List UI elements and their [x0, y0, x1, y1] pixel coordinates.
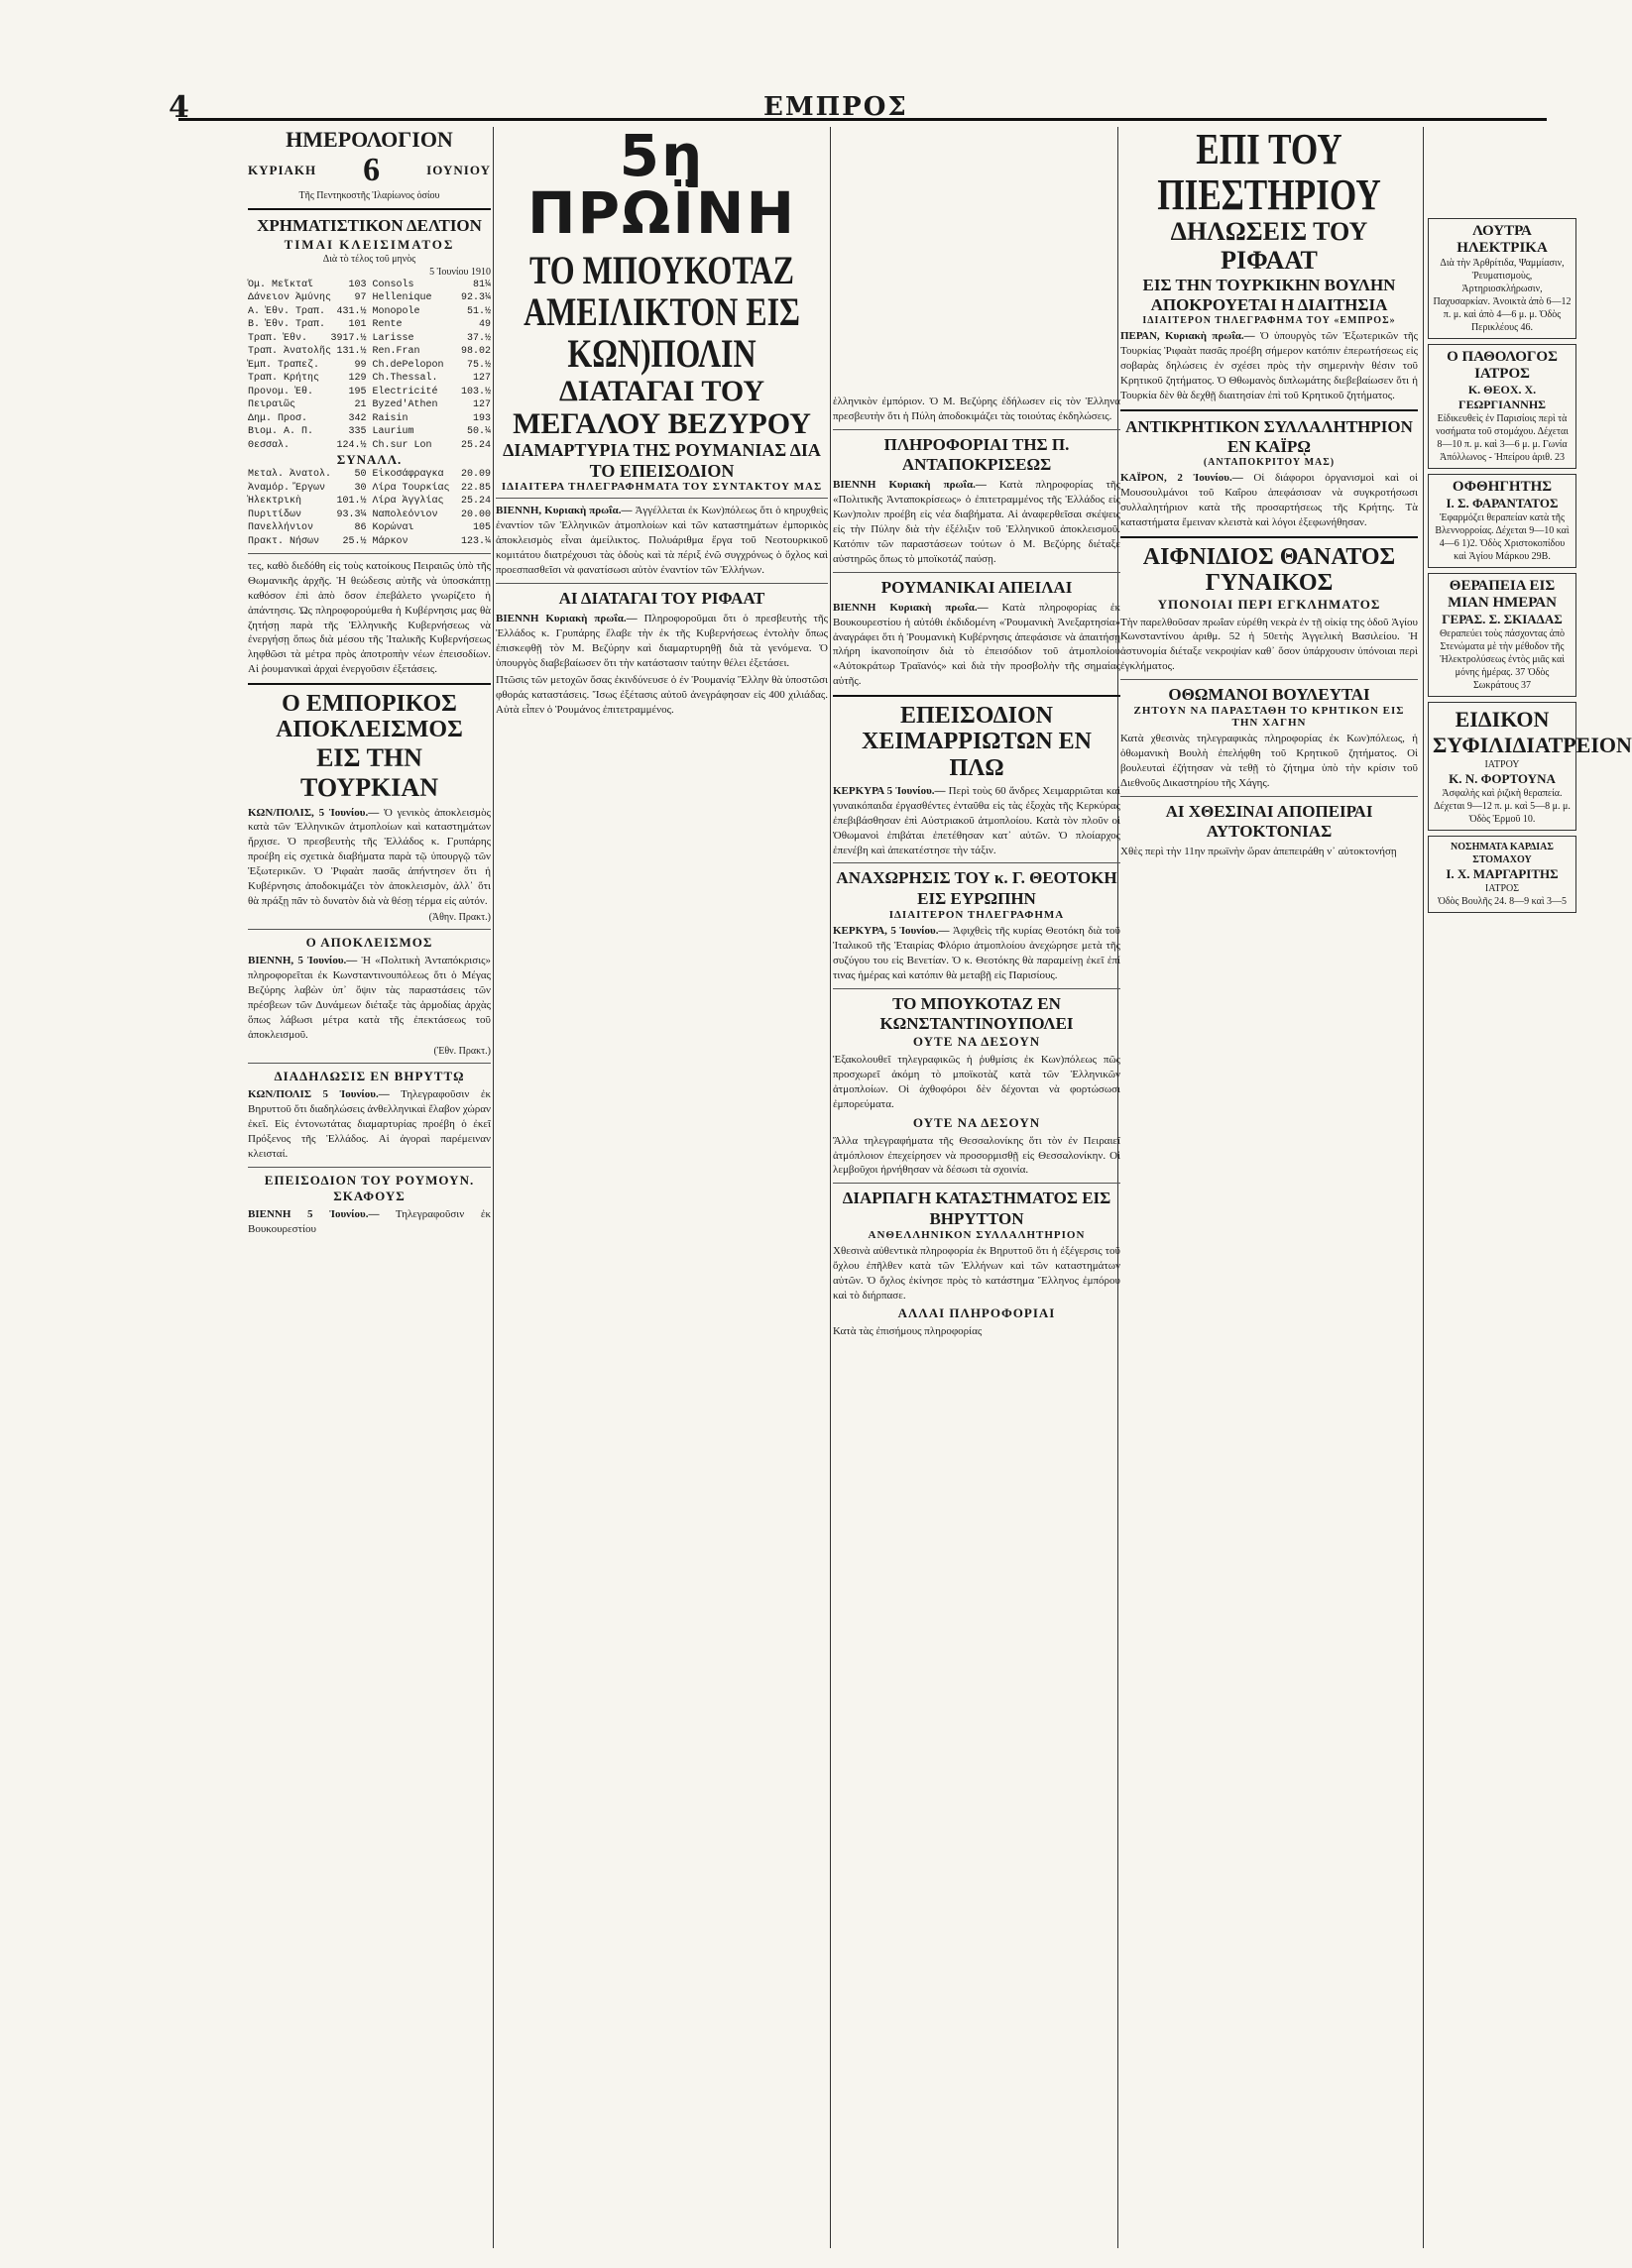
finance-cell	[373, 332, 492, 346]
ad-doctor-1-title: Ο ΠΑΘΟΛΟΓΟΣ ΙΑΤΡΟΣ	[1447, 349, 1558, 382]
woman-sub: ΥΠΟΝΟΙΑΙ ΠΕΡΙ ΕΓΚΛΗΜΑΤΟΣ	[1157, 596, 1381, 612]
article-paragraph: Πτῶσις τῶν μετοχῶν ὅσας ἐκινδύνευσε ὁ ἐν Ῥουμανίᾳ Ἕλλην θὰ ὑποστῶσι φθοράς καταστάσεις. Ἴσως ἐξέτασις αὐτοῦ ἀνεγράφησαν εἰς 400 χιλιάδας. Αὐτὰ εἶπεν ὁ Ῥουμάνος ἐπιτετραμμένος.	[496, 674, 828, 717]
finance-cell	[248, 425, 367, 439]
finance-label: Πυριτίδων	[248, 509, 302, 520]
finance-value: 127	[472, 373, 491, 385]
page-header	[169, 90, 1547, 125]
finance-value: 37.½	[466, 332, 491, 344]
ship-text: Τηλεγραφοῦσιν ἐκ Βουκουρεστίου	[248, 1207, 491, 1235]
finance-cell	[248, 345, 367, 359]
cairo-text: Οἱ διάφοροι ὀργανισμοὶ καὶ οἱ Μουσουλμάνοι τοῦ Καΐρου ἀπεφάσισαν νὰ συγκροτήσωσι συλλαλητήριον κατὰ τῆς προσαρτήσεως τῆς Κρήτης. Τὰ καταστήματα ἔμειναν κλειστὰ καὶ λόγοι ἐξεφωνήθησαν.	[1120, 472, 1418, 528]
column-right-ads	[1428, 213, 1632, 2248]
boycott2-title: ΤΟ ΜΠΟΥΚΟΤΑΖ ΕΝ ΚΩΝΣΤΑΝΤΙΝΟΥΠΟΛΕΙ	[879, 993, 1074, 1033]
finance-cell	[373, 398, 492, 412]
embargo-dateline: ΚΩΝ/ΠΟΛΙΣ, 5 Ἰουνίου.—	[248, 806, 380, 819]
column-rule	[1423, 127, 1424, 2248]
finance-cell	[248, 495, 367, 509]
embargo-headline: Ο ΕΜΠΟΡΙΚΟΣ ΑΠΟΚΛΕΙΣΜΟΣ	[276, 690, 463, 743]
calendar-month: ΙΟΥΝΙΟΥ	[426, 163, 491, 178]
finance-value: 105	[472, 522, 491, 534]
info-title: ΠΛΗΡΟΦΟΡΙΑΙ ΤΗΣ Π. ΑΝΤΑΠΟΚΡΙΣΕΩΣ	[883, 434, 1070, 475]
finance-label: Τραπ. Κρήτης	[248, 373, 320, 385]
calendar-feast: Τῆς Πεντηκοστῆς Ἱλαρίωνος ὁσίου	[298, 190, 440, 202]
embargo-subheadline: ΕΙΣ ΤΗΝ ΤΟΥΡΚΙΑΝ	[300, 742, 438, 802]
exchange-table	[248, 468, 491, 548]
finance-value: 195	[348, 386, 367, 397]
finance-label: Δάνειον Ἀμύνης	[248, 292, 332, 304]
finance-value: 92.3¼	[460, 292, 491, 304]
vizier-text: Πληροφοροῦμαι ὅτι ὁ πρεσβευτὴς τῆς Ἑλλάδος κ. Γρυπάρης ἔλαβε τὴν ἐκ τῆς Κυβερνήσεως ἐντολὴν ὅπως ἐπισκεφθῇ τὸν Μ. Βεζύρην καὶ διαμαρτυρηθῇ διὰ τὰ γενόμενα. Ὁ ὑπουργὸς διαβεβαίωσεν ὅτι τὴν κατάστασιν ταύτην θέλει ἐξετάσει.	[496, 612, 828, 669]
finance-value: 50.¼	[466, 426, 491, 438]
finance-label: Κορώναι	[372, 522, 414, 534]
finance-label: Θεσσαλ.	[248, 439, 291, 451]
woman-text: Τὴν παρελθοῦσαν πρωΐαν εὑρέθη νεκρὰ ἐν τῇ οἰκίᾳ της ὁδοῦ Ἁγίου Κωνσταντίνου ἀριθμ. 52 ἡ 50ετὴς Ἀγγελικὴ Βασιλείου. Ἡ ἀστυνομία διέταξε νεκροψίαν καθ᾽ ὅσον ὑπάρχουσιν ὑπόνοιαι περὶ ἐγκλήματος.	[1120, 616, 1418, 673]
finance-value: 20.09	[460, 469, 491, 481]
finance-cell	[248, 439, 367, 453]
column-center-left	[496, 122, 829, 2248]
sub-headline: ΔΙΑΤΑΓΑΙ ΤΟΥ ΜΕΓΑΛΟΥ ΒΕΖΥΡΟΥ	[513, 375, 811, 440]
finance-value: 123.¼	[460, 535, 491, 547]
ship-dateline: ΒΙΕΝΝΗ 5 Ἰουνίου.—	[248, 1207, 380, 1220]
finance-cell	[373, 439, 492, 453]
finance-cell	[248, 398, 367, 412]
finance-cell	[373, 509, 492, 522]
finance-cell	[248, 318, 367, 332]
page-number: 4	[169, 90, 189, 125]
calendar-day-number: 6	[363, 152, 381, 189]
romania-title: ΡΟΥΜΑΝΙΚΑΙ ΑΠΕΙΛΑΙ	[880, 577, 1073, 597]
finance-value: 124.½	[336, 439, 367, 451]
beirut-title: ΔΙΑΔΗΛΩΣΙΣ ΕΝ ΒΗΡΥΤΤῼ	[274, 1069, 465, 1084]
finance-label: Πειραιῶς	[248, 399, 296, 411]
more-text: Κατὰ τὰς ἐπισήμους πληροφορίας	[833, 1325, 983, 1338]
finance-label: Ch.dePelopon	[372, 359, 444, 371]
finance-cell	[373, 291, 492, 305]
finance-value: 127	[472, 399, 491, 411]
ad-doctor-5-title: ΝΟΣΗΜΑΤΑ ΚΑΡΔΙΑΣ ΣΤΟΜΑΧΟΥ	[1451, 842, 1554, 865]
finance-cell	[373, 468, 492, 482]
finance-cell	[248, 305, 367, 319]
column-rule	[493, 127, 494, 2248]
finance-cell	[248, 372, 367, 386]
ad-bath	[1428, 218, 1576, 339]
finance-cell	[373, 305, 492, 319]
finance-label: Τραπ. Ἀνατολῆς	[248, 346, 332, 358]
finance-value: 97	[354, 292, 367, 304]
loot-sub: ΑΝΘΕΛΛΗΝΙΚΟΝ ΣΥΛΛΑΛΗΤΗΡΙΟΝ	[868, 1229, 1086, 1241]
finance-label: Hellenique	[372, 292, 432, 304]
finance-value: 25.½	[342, 535, 367, 547]
ad-bath-text: Διὰ τὴν Ἀρθρίτιδα, Ψαμμίασιν, Ῥευματισμοὺς, Ἀρτηριοσκλήρωσιν, Παχυσαρκίαν. Ἀνοικτὰ ἀπὸ 6—12 π. μ. καὶ ἀπὸ 4—6 μ. μ. Ὁδὸς Περικλέους 46.	[1433, 258, 1572, 333]
boycott-text: Ἡ «Πολιτικὴ Ἀνταπόκρισις» πληροφορεῖται ἐκ Κωνσταντινουπόλεως ὅτι ὁ Μέγας Βεζύρης λαβὼν ὑπ᾽ ὄψιν τὰς παραστάσεις τῶν πρέσβεων τῶν Δυνάμεων διέταξε τὰς ἁρμοδίας ἀρχὰς ὅπως λάβωσι μέτρα κατὰ τῆς ἐπεκτάσεως τοῦ ἀποκλεισμοῦ.	[248, 955, 492, 1041]
finance-label: Μάρκον	[372, 535, 408, 547]
finance-label: Consols	[372, 279, 414, 290]
finance-label: Ὁμ. Μεῖκταῖ	[248, 279, 314, 290]
epirus-dateline: ΚΕΡΚΥΡΑ 5 Ἰουνίου.—	[833, 785, 946, 798]
finance-value: 131.½	[336, 346, 367, 358]
finance-label: Β. Ἐθν. Τραπ.	[248, 319, 326, 331]
finance-cell	[248, 535, 367, 549]
finance-value: 101.½	[336, 496, 367, 508]
finance-value: 75.½	[466, 359, 491, 371]
theotokis-title: ΑΝΑΧΩΡΗΣΙΣ ΤΟΥ κ. Γ. ΘΕΟΤΟΚΗ ΕΙΣ ΕΥΡΩΠΗΝ	[836, 868, 1117, 908]
boycott2-text2: Ἄλλα τηλεγραφήματα τῆς Θεσσαλονίκης ὅτι τὸν ἐν Πειραιεῖ ἀτμόπλοιον ἐπεχείρησεν νὰ προσορμισθῇ εἰς Θεσσαλονίκην. Οἱ λεμβοῦχοι ἠρνήθησαν νὰ δέσωσι τὰ σχοινία.	[833, 1134, 1120, 1177]
finance-label: Ch.sur Lon	[372, 439, 432, 451]
finance-label: Εἰκοσάφραγκα	[372, 469, 444, 481]
calendar-day-name: ΚΥΡΙΑΚΗ	[248, 163, 317, 178]
finance-value: 342	[348, 412, 367, 424]
finance-label: Larisse	[372, 332, 414, 344]
finance-cell	[373, 386, 492, 399]
finance-cell	[373, 372, 492, 386]
ad-doctor-4-title: ΕΙΔΙΚΟΝ ΣΥΦΙΛΙΔΙΑΤΡΕΙΟΝ	[1433, 707, 1632, 757]
edition-banner: 5η ΠΡΩΪΝΗ	[526, 122, 797, 247]
finance-label: Raisin	[372, 412, 408, 424]
finance-label: Τραπ. Ἐθν.	[248, 332, 308, 344]
ad-doctor-4	[1428, 702, 1632, 831]
finance-value: 98.02	[460, 346, 491, 358]
finance-title: ΧΡΗΜΑΤΙΣΤΙΚΟΝ ΔΕΛΤΙΟΝ	[257, 216, 482, 236]
finance-label: Λίρα Τουρκίας	[372, 482, 450, 494]
ottoman-sub: ΖΗΤΟΥΝ ΝΑ ΠΑΡΑΣΤΑΘΗ ΤΟ ΚΡΗΤΙΚΟΝ ΕΙΣ ΤΗΝ ΧΑΓΗΝ	[1133, 705, 1405, 730]
finance-cell	[373, 279, 492, 292]
ad-doctor-1-name: Κ. ΘΕΟΧ. Χ. ΓΕΩΡΓΙΑΝΝΗΣ	[1457, 383, 1547, 411]
finance-label: Rente	[372, 319, 403, 331]
finance-value: 3917.½	[330, 332, 367, 344]
cairo-dateline: ΚΑΪΡΟΝ, 2 Ἰουνίου.—	[1120, 472, 1243, 485]
ad-doctor-5-text: Ὁδὸς Βουλῆς 24. 8—9 καὶ 3—5	[1437, 896, 1568, 907]
ad-doctor-2-text: Ἐφαρμόζει θεραπείαν κατὰ τῆς Βλεννορροίας. Δέχεται 9—10 καὶ 4—6 1)2. Ὁδὸς Χριστοκοπίδου καὶ Ἁγίου Μάρκου 29Β.	[1435, 512, 1570, 562]
article-paragraph: τες, καθὸ διεδόθη εἰς τοὺς κατοίκους Πειραιῶς ὑπὸ τῆς Θωμανικῆς ἀρχῆς. Ἡ θεώδεσις αὐτῆς νὰ ὑποσκάπτῃ καθόσον ἐπὶ ἀπὸ ὅσον ἐπεβάλετο γνωρίζετο ἡ ἀπάντησις. Ὡς πληροφορούμεθα ἡ Κυβέρνησις μας θὰ ζητήσῃ παρὰ τῆς Ἑλληνικῆς Κυβερνήσεως νὰ ἐνεργήσῃ ὅπως διὰ μέσου τῆς Ἰταλικῆς Κυβερνήσεως ληφθῶσι τὰ μέτρα πρὸς ἀποτροπὴν νέων ἐπεισοδίων. Αἱ ῥουμανικαὶ ἀρχαὶ ἐνεργοῦσιν ἐξετάσεις.	[248, 560, 491, 676]
court-sub-2: ΕΙΣ ΤΗΝ ΤΟΥΡΚΙΚΗΝ ΒΟΥΛΗΝ	[1142, 275, 1396, 294]
article-paragraph: ἑλληνικὸν ἐμπόριον. Ὁ Μ. Βεζύρης ἐδήλωσεν εἰς τὸν Ἑλληνα πρεσβευτὴν ὅτι ἡ Πύλη ἀποδοκιμάζει τὰς τοιούτας ἐκδηλώσεις.	[833, 396, 1120, 422]
ad-doctor-2-title: ΟΦΘΗΓΗΤΗΣ	[1452, 479, 1553, 495]
boycott-source: (Ἐθν. Πρακτ.)	[433, 1046, 491, 1058]
cairo-sub: (ΑΝΤΑΠΟΚΡΙΤΟΥ ΜΑΣ)	[1203, 457, 1336, 469]
beirut-dateline: ΚΩΝ/ΠΟΛΙΣ 5 Ἰουνίου.—	[248, 1088, 390, 1101]
court-sub-3: ΑΠΟΚΡΟΥΕΤΑΙ Η ΔΙΑΙΤΗΣΙΑ	[1150, 294, 1388, 314]
info-dateline: ΒΙΕΝΝΗ Κυριακὴ πρωΐα.—	[833, 479, 987, 492]
vizier-dateline: ΒΙΕΝΝΗ Κυριακὴ πρωΐα.—	[496, 612, 638, 624]
ad-doctor-1	[1428, 344, 1576, 469]
ad-doctor-3-text: Θεραπεύει τοὺς πάσχοντας ἀπὸ Στενώματα μὲ τὴν μέθοδον τῆς Ἠλεκτρολύσεως ἐντὸς μιᾶς καὶ μόνης ἡμέρας. 37 Ὁδὸς Σωκράτους 37	[1439, 628, 1566, 691]
embargo-source: (Ἀθην. Πρακτ.)	[428, 912, 491, 924]
finance-cell	[373, 482, 492, 496]
court-headline: ΕΠΙ ΤΟΥ ΠΙΕΣΤΗΡΙΟΥ	[1157, 125, 1381, 220]
loot-text: Χθεσινὰ αὐθεντικὰ πληροφορία ἐκ Βηρυττοῦ ὅτι ἡ ἐξέγερσις τοῦ ὄχλου ἐπῆλθεν κατὰ τῶν Ἑλλήνων καὶ τῶν καταστημάτων αὐτῶν. Ὁ ὄχλος ἐκίνησε πρὸς τὸ κατάστημα Ἕλληνος ἐμπόρου καὶ τὸ διήρπασε.	[833, 1245, 1120, 1302]
finance-value: 51.½	[466, 305, 491, 317]
ad-doctor-5-name: Ι. Χ. ΜΑΡΓΑΡΙΤΗΣ	[1446, 866, 1559, 881]
column-center	[833, 392, 1120, 2248]
theotokis-dateline: ΚΕΡΚΥΡΑ, 5 Ἰουνίου.—	[833, 925, 950, 938]
finance-cell	[373, 521, 492, 535]
ad-doctor-4-name: Κ. Ν. ΦΟΡΤΟΥΝΑ	[1449, 771, 1556, 786]
ottoman-title: ΟΘΩΜΑΝΟΙ ΒΟΥΛΕΥΤΑΙ	[1168, 684, 1370, 704]
court-sub: ΔΗΛΩΣΕΙΣ ΤΟΥ ΡΙΦΑΑΤ	[1170, 217, 1368, 275]
finance-cell	[248, 509, 367, 522]
sub-headline-2: ΔΙΑΜΑΡΤΥΡΙΑ ΤΗΣ ΡΟΥΜΑΝΙΑΣ ΔΙΑ ΤΟ ΕΠΕΙΣΟΔΙΟΝ	[503, 440, 821, 481]
finance-label: Ἠλεκτρικὴ	[248, 496, 302, 508]
finance-cell	[248, 412, 367, 426]
more-title: ΑΛΛΑΙ ΠΛΗΡΟΦΟΡΙΑΙ	[897, 1305, 1056, 1321]
boycott-title: Ο ΑΠΟΚΛΕΙΣΜΟΣ	[305, 935, 433, 951]
byline: ΙΔΙΑΙΤΕΡΑ ΤΗΛΕΓΡΑΦΗΜΑΤΑ ΤΟΥ ΣΥΝΤΑΚΤΟΥ ΜΑΣ	[501, 481, 823, 494]
ad-doctor-1-text: Εἰδικευθεὶς ἐν Παρισίοις περὶ τὰ νοσήματα τοῦ στομάχου. Δέχεται 8—10 π. μ. καὶ 3—6 μ. μ. Γωνία Ἀπόλλωνος - Ἠπείρου ἀριθ. 23	[1436, 413, 1569, 463]
finance-label: Ναπολεόνιον	[372, 509, 438, 520]
ottoman-text: Κατὰ χθεσινὰς τηλεγραφικὰς πληροφορίας ἐκ Κων)πόλεως, ἡ ὀθωμανικὴ Βουλὴ ἐπελήφθη τοῦ Κρητικοῦ ζητήματος. Οἱ βουλευταὶ ἐζήτησαν νὰ τεθῇ τὸ ζήτημα ὑπὸ τὴν κρίσιν τοῦ Διεθνοῦς Δικαστηρίου τῆς Χάγης.	[1120, 733, 1418, 789]
finance-value: 25.24	[460, 496, 491, 508]
finance-value: 103	[348, 279, 367, 290]
ship-title: ΕΠΕΙΣΟΔΙΟΝ ΤΟΥ ΡΟΥΜΟΥΝ. ΣΚΑΦΟΥΣ	[264, 1172, 475, 1203]
finance-cell	[373, 425, 492, 439]
finance-date: 5 Ἰουνίου 1910	[429, 266, 491, 278]
finance-label: Προνομ. Ἐθ.	[248, 386, 314, 397]
finance-value: 20.00	[460, 509, 491, 520]
finance-label: Πρακτ. Νήσων	[248, 535, 320, 547]
theotokis-sub: ΙΔΙΑΙΤΕΡΟΝ ΤΗΛΕΓΡΑΦΗΜΑ	[888, 909, 1065, 922]
calendar-title: ΗΜΕΡΟΛΟΓΙΟΝ	[286, 127, 453, 152]
finance-label: Ἐμπ. Τραπεζ.	[248, 359, 320, 371]
finance-label: Ren.Fran	[372, 346, 420, 358]
boycott2-text: Ἐξακολουθεῖ τηλεγραφικῶς ἡ ῥυθμίσις ἐκ Κων)πόλεως πῶς προσχωρεῖ ἀκόμη τὸ μποϊκοτὰζ κατὰ τῶν Ἑλληνικῶν ἀτμοπλοίων. Οἱ ἀχθοφόροι δὲν δέχονται νὰ φορτώσωσι ἐμπορεύματα.	[833, 1054, 1120, 1110]
finance-value: 93.3¼	[336, 509, 367, 520]
finance-label: Λίρα Ἀγγλίας	[372, 496, 444, 508]
finance-label: Πανελλήνιον	[248, 522, 314, 534]
finance-label: Byzed'Athen	[372, 399, 438, 411]
finance-value: 193	[472, 412, 491, 424]
finance-value: 49	[478, 319, 491, 331]
column-left	[248, 127, 491, 2248]
finance-value: 22.85	[460, 482, 491, 494]
finance-cell	[248, 521, 367, 535]
finance-value: 21	[354, 399, 367, 411]
ad-doctor-3	[1428, 573, 1576, 697]
ad-doctor-3-title: ΘΕΡΑΠΕΙΑ ΕΙΣ ΜΙΑΝ ΗΜΕΡΑΝ	[1448, 578, 1557, 611]
ad-bath-title: ΛΟΥΤΡΑ ΗΛΕΚΤΡΙΚΑ	[1457, 223, 1548, 256]
lead-text: Ἀγγέλλεται ἐκ Κων)πόλεως ὅτι ὁ κηρυχθεὶς ἐναντίον τῶν Ἑλληνικῶν ἀτμοπλοίων καὶ τῶν καταστημάτων ἐμπορικὸς ἀποκλεισμὸς εἶναι ἀμείλικτος. Πολυάριθμα ἔργα τοῦ Νεοτουρκικοῦ κομιτάτου διατρέχουσι τὰς ὁδοὺς καὶ τὰ πέριξ ἐνῶ συγχρόνως ὁ ὄχλος καὶ προεσπασθεῖσι νὰ φανατίσωσι αὐτὸν ἐναντίον τῶν Ἑλλήνων.	[496, 505, 829, 576]
ad-doctor-5	[1428, 836, 1576, 913]
embargo-text: Ὁ γενικὸς ἀποκλεισμὸς κατὰ τῶν Ἑλληνικῶν ἀτμοπλοίων καὶ καταστημάτων ἤρχισε. Ὁ πρεσβευτὴς τῆς Ἑλλάδος κ. Γρυπάρης προέβη εἰς σχετικὰ διαβήματα παρὰ τῷ ὑπουργῷ τῶν Ἐξωτερικῶν. Ὁ Ῥιφαὰτ πασᾶς ἀπήντησεν ὅτι ἡ Κυβέρνησις ἀποδοκιμάζει τὸν ἀποκλεισμὸν, ἀλλ᾽ ὅτι θὰ πράξῃ πᾶν τὸ δυνατὸν διὰ νὰ θέσῃ τέρμα εἰς αὐτόν.	[248, 806, 492, 907]
ad-doctor-3-name: ΓΕΡΑΣ. Σ. ΣΚΙΑΔΑΣ	[1442, 612, 1563, 626]
info-text: Κατὰ πληροφορίας τῆς «Πολιτικῆς Ἀνταποκρίσεως» ὁ ἐπιτετραμμένος τῆς Ἑλλάδος εἰς Κων)πολιν προέβη εἰς νέα διαβήματα. Αἱ ἀναφερθεῖσαι σκέψεις εἰς τὴν Πύλην διὰ τὴν ἐξέλιξιν τοῦ Ἑλληνικοῦ ἀποκλεισμοῦ. Κατόπιν τῶν παραστάσεων τούτων ὁ Μ. Βεζύρης διέταξε αὐστηρῶς ὅπως τὸ μποϊκοτάζ παύσῃ.	[833, 479, 1120, 565]
finance-value: 101	[348, 319, 367, 331]
finance-cell	[373, 412, 492, 426]
finance-value: 50	[354, 469, 367, 481]
finance-cell	[248, 279, 367, 292]
boycott2-sub2: ΟΥΤΕ ΝΑ ΔΕΣΟΥΝ	[912, 1114, 1041, 1130]
loot-title: ΔΙΑΡΠΑΓΗ ΚΑΤΑΣΤΗΜΑΤΟΣ ΕΙΣ ΒΗΡΥΤΤΟΝ	[842, 1189, 1111, 1228]
boycott-dateline: ΒΙΕΝΝΗ, 5 Ἰουνίου.—	[248, 955, 358, 967]
ad-doctor-4-text: Ἀσφαλὴς καὶ ῥιζικὴ θεραπεία. Δέχεται 9—12 π. μ. καὶ 5—8 μ. μ. Ὁδὸς Ἑρμοῦ 10.	[1434, 788, 1571, 825]
finance-cell	[248, 332, 367, 346]
ad-doctor-2	[1428, 474, 1576, 568]
boycott2-sub: ΟΥΤΕ ΝΑ ΔΕΣΟΥΝ	[912, 1034, 1041, 1050]
finance-label: Ἀναμόρ. Ἔργων	[248, 482, 326, 494]
finance-cell	[248, 386, 367, 399]
finance-cell	[373, 318, 492, 332]
finance-table	[248, 279, 491, 453]
finance-value: 335	[348, 426, 367, 438]
woman-headline: ΑΙΦΝΙΔΙΟΣ ΘΑΝΑΤΟΣ ΓΥΝΑΙΚΟΣ	[1142, 543, 1396, 597]
finance-value: 25.24	[460, 439, 491, 451]
finance-label: Δημ. Προσ.	[248, 412, 308, 424]
suicide-title: ΑΙ ΧΘΕΣΙΝΑΙ ΑΠΟΠΕΙΡΑΙ ΑΥΤΟΚΤΟΝΙΑΣ	[1165, 801, 1373, 842]
ad-doctor-5-sub: ΙΑΤΡΟΣ	[1484, 883, 1520, 894]
ad-doctor-4-sub: ΙΑΤΡΟΥ	[1484, 759, 1520, 770]
romania-text: Κατὰ πληροφορίας ἐκ Βουκουρεστίου ἡ αὐτόθι ἐκδιδομένη «Ῥουμανικὴ Ἀνεξαρτησία» ἀναγράφει ὅτι ἡ Ῥουμανικὴ Κυβέρνησις ἀπεφάσισε νὰ ἀπαιτήσῃ πλήρη ἱκανοποίησιν διὰ τὸ ἐπεισόδιον τοῦ ἀτμοπλοίου «Αὐτοκράτωρ Τραϊανός» καὶ διὰ τὴν προσβολὴν τῆς σημαίας αὐτῆς.	[833, 601, 1120, 688]
suicide-text: Χθὲς περὶ τὴν 11ην πρωϊνὴν ὥραν ἀπεπειράθη ν᾽ αὐτοκτονήσῃ	[1120, 846, 1397, 858]
epirus-headline: ΕΠΕΙΣΟΔΙΟΝ ΧΕΙΜΑΡΡΙΩΤΩΝ ΕΝ ΠΛΩ	[861, 702, 1092, 781]
finance-cell	[248, 359, 367, 373]
masthead: ΕΜΠΡΟΣ	[763, 92, 908, 122]
finance-label: Ch.Thessal.	[372, 373, 438, 385]
cairo-title: ΑΝΤΙΚΡΗΤΙΚΟΝ ΣΥΛΛΑΛΗΤΗΡΙΟΝ ΕΝ ΚΑΪΡῼ	[1125, 416, 1413, 456]
finance-value: 30	[354, 482, 367, 494]
finance-label: Electricité	[372, 386, 438, 397]
finance-cell	[373, 359, 492, 373]
finance-cell	[248, 291, 367, 305]
column-rule	[830, 127, 831, 2248]
finance-subtitle: ΤΙΜΑΙ ΚΛΕΙΣΙΜΑΤΟΣ	[284, 236, 455, 252]
theotokis-text: Ἀφιχθεὶς τῆς κυρίας Θεοτόκη διὰ τοῦ Ἰταλικοῦ τῆς Ἑταιρίας Φλόριο ἀτμοπλοίου ἀνεχώρησε μετὰ τῆς συζύγου του εἰς Βενετίαν. Ὁ κ. Θεοτόκης θὰ παραμείνῃ ἐκεῖ ἐπί τινας ἡμέρας καὶ κατόπιν θὰ μεταβῇ εἰς Παρισίους.	[833, 925, 1120, 981]
finance-label: Μεταλ. Ἀνατολ.	[248, 469, 332, 481]
calendar	[248, 127, 491, 202]
finance-value: 99	[354, 359, 367, 371]
ad-doctor-2-name: Ι. Σ. ΦΑΡΑΝΤΑΤΟΣ	[1446, 496, 1559, 510]
lead-dateline: ΒΙΕΝΝΗ, Κυριακὴ πρωΐα.—	[496, 505, 633, 517]
exchange-title: ΣΥΝΑΛΛ.	[336, 452, 403, 468]
finance-value: 81¼	[472, 279, 491, 290]
finance-cell	[248, 482, 367, 496]
finance-cell	[248, 468, 367, 482]
finance-label: Monopole	[372, 305, 420, 317]
finance-value: 129	[348, 373, 367, 385]
finance-cell	[373, 535, 492, 549]
finance-note: Διὰ τὸ τέλος τοῦ μηνὸς	[322, 253, 416, 265]
finance-value: 431.½	[336, 305, 367, 317]
beirut-text: Τηλεγραφοῦσιν ἐκ Βηρυττοῦ ὅτι διαδηλώσεις ἀνθελληνικαὶ ἔλαβον χώραν ἐκεῖ. Εἰς ἐντονωτάτας διαμαρτυρίας προέβη ὁ ἐκεῖ Πρόξενος τῆς Ἑλλάδος. Αἱ ἀγοραὶ παρέμειναν κλεισταί.	[248, 1088, 491, 1160]
finance-value: 103.½	[460, 386, 491, 397]
romania-dateline: ΒΙΕΝΝΗ Κυριακὴ πρωΐα.—	[833, 601, 989, 614]
finance-label: Βιομ. Α. Π.	[248, 426, 314, 438]
epirus-text: Περὶ τοὺς 60 ἄνδρες Χειμαρριῶται καὶ γυναικόπαιδα ἐργασθέντες ἐνταῦθα εἰς τὰς ἐξοχὰς τῆς Κερκύρας ἐπεβιβάσθησαν ἐπὶ Αὐστριακοῦ ἀτμοπλοίου. Κατὰ τὸν πλοῦν οἱ Ὀθωμανοὶ ἐπιβάται ἐπετέθησαν κατ᾽ αὐτῶν. Ὁ πλοίαρχος ἐπενέβη καὶ ἀπεκατέστησε τὴν τάξιν.	[833, 785, 1121, 856]
vizier-title: ΑΙ ΔΙΑΤΑΓΑΙ ΤΟΥ ΡΙΦΑΑΤ	[558, 588, 765, 608]
main-headline: ΤΟ ΜΠΟΥΚΟΤΑΖ ΑΜΕΙΛΙΚΤΟΝ ΕΙΣ ΚΩΝ)ΠΟΛΙΝ	[524, 248, 800, 376]
finance-cell	[373, 345, 492, 359]
finance-cell	[373, 495, 492, 509]
finance-value: 86	[354, 522, 367, 534]
court-dateline: ΠΕΡΑΝ, Κυριακὴ πρωΐα.—	[1120, 330, 1255, 343]
finance-label: Α. Ἐθν. Τραπ.	[248, 305, 326, 317]
finance-label: Laurium	[372, 426, 414, 438]
court-text: Ὁ ὑπουργὸς τῶν Ἐξωτερικῶν τῆς Τουρκίας Ῥιφαὰτ πασᾶς προέβη σήμερον κατόπιν ἐπερωτήσεως εἰς σοβαρὰς δηλώσεις ἐν σχέσει πρὸς τὴν σημερινὴν θέσιν τοῦ Κρητικοῦ ζητήματος. Ὁ Θθωμανὸς διπλωμάτης διεβεβαίωσεν ὅτι ἡ Τουρκία δὲν θὰ δεχθῇ διαιτησίαν ἐπὶ τοῦ Κρητικοῦ ζητήματος.	[1120, 330, 1418, 401]
column-center-right	[1120, 127, 1418, 2248]
court-byline: ΙΔΙΑΙΤΕΡΟΝ ΤΗΛΕΓΡΑΦΗΜΑ ΤΟΥ «ΕΜΠΡΟΣ»	[1142, 315, 1396, 327]
